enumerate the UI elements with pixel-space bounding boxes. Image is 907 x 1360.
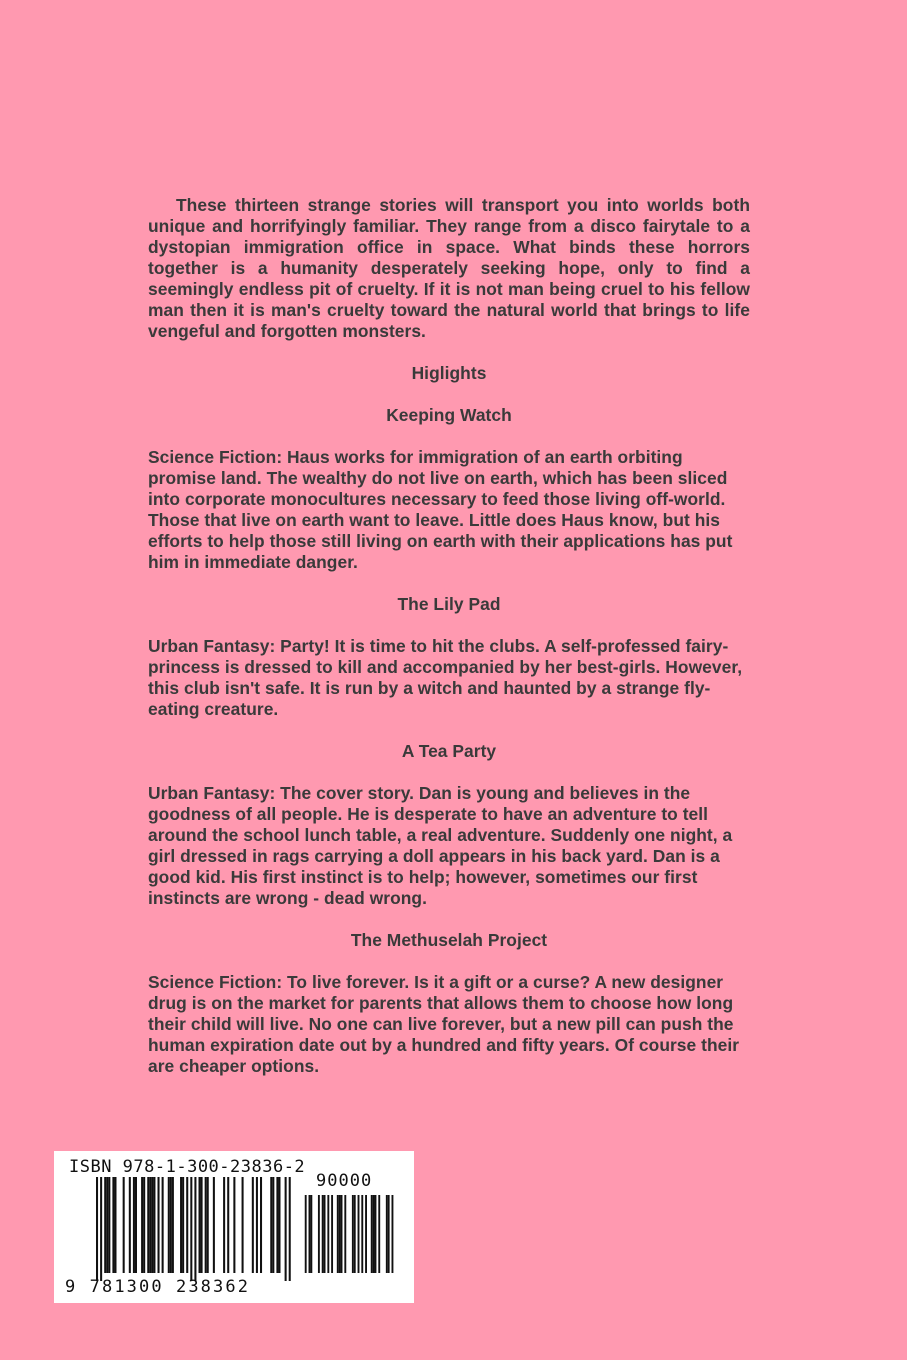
addon-bar (352, 1195, 354, 1273)
highlights-heading: Higlights (411, 363, 487, 383)
addon-bar (373, 1195, 375, 1273)
price-code: 90000 (316, 1171, 373, 1191)
addon-bar (344, 1195, 346, 1273)
barcode-bar (151, 1177, 153, 1273)
barcode-bar (149, 1177, 151, 1273)
barcode-bar (199, 1177, 201, 1273)
barcode-bar (190, 1177, 192, 1281)
barcode-bar (270, 1177, 272, 1273)
story-description: Urban Fantasy: Party! It is time to hit the clubs. A self-professed fairy-princess is dressed to kill and accompanied by her best-girls. However, this club isn't safe. It is run by a witch and haunted by a strange fly-eating creature. (148, 636, 743, 719)
addon-bar (354, 1195, 356, 1273)
ean-digits: 9 781300 238362 (65, 1277, 251, 1297)
barcode-bar (205, 1177, 207, 1273)
story-description: Science Fiction: To live forever. Is it a gift or a curse? A new designer drug is on the market for parents that allows them to choose how long their child will live. No one can live forever, but a new pill can push the human expiration date out by a hundred and fifty years. Of course their are cheaper options. (148, 972, 740, 1076)
addon-bar (310, 1195, 312, 1273)
addon-bar (386, 1195, 388, 1273)
addon-bar (371, 1195, 373, 1273)
addon-bar (337, 1195, 339, 1273)
story-title: The Methuselah Project (350, 930, 548, 950)
barcode-bar (158, 1177, 160, 1273)
barcode-bar (260, 1177, 262, 1273)
addon-bar (305, 1195, 307, 1273)
barcode-bar (172, 1177, 174, 1273)
barcode-bar (143, 1177, 145, 1273)
addon-bar (318, 1195, 320, 1273)
barcode-bar (272, 1177, 274, 1273)
barcode-bar (289, 1177, 291, 1281)
addon-bar (375, 1195, 377, 1273)
barcode-bar (256, 1177, 258, 1273)
barcode-bar (135, 1177, 137, 1273)
isbn-label: ISBN 978-1-300-23836-2 (69, 1157, 306, 1177)
barcode-bar (278, 1177, 280, 1273)
barcode-bar (201, 1177, 203, 1273)
story-title: The Lily Pad (397, 594, 501, 614)
barcode-bar (153, 1177, 155, 1273)
story-description: Science Fiction: Haus works for immigration of an earth orbiting promise land. The wealthy do not live on earth, which has been sliced into corporate monocultures necessary to feed those living off-world. Those that live on earth want to leave. Little does Haus know, but his efforts to help those still living on earth with their applications has put him in immediate danger. (148, 447, 733, 572)
barcode-bar (186, 1177, 188, 1273)
barcode-bar (100, 1177, 102, 1281)
barcode-bar (276, 1177, 278, 1273)
barcode-bar (285, 1177, 287, 1281)
barcode-bar (129, 1177, 131, 1273)
addon-bar (378, 1195, 380, 1273)
barcode-bar (170, 1177, 172, 1273)
addon-bar (365, 1195, 367, 1273)
barcode-bar (141, 1177, 143, 1273)
story-description: Urban Fantasy: The cover story. Dan is young and believes in the goodness of all people. He is desperate to have an adventure to tell around the school lunch table, a real adventure. Suddenly one night, a girl dressed in rags carrying a doll appears in his back yard. Dan is a good kid. His first instinct is to help; however, sometimes our first instincts are wrong - dead wrong. (148, 783, 733, 908)
barcode-bar (227, 1177, 229, 1273)
barcode-bar (114, 1177, 116, 1273)
barcode-bar (106, 1177, 108, 1273)
barcode-bar (123, 1177, 125, 1273)
addon-bar (392, 1195, 394, 1273)
addon-bar (309, 1195, 311, 1273)
barcode-bar (108, 1177, 110, 1273)
addon-bar (358, 1195, 360, 1273)
barcode-bar (104, 1177, 106, 1273)
barcode-box (54, 1151, 414, 1303)
barcode-bar (207, 1177, 209, 1273)
barcode-bar (168, 1177, 170, 1273)
addon-bar (327, 1195, 329, 1273)
addon-bar (339, 1195, 341, 1273)
barcode-bar (242, 1177, 244, 1273)
barcode-bar (194, 1177, 196, 1281)
addon-bar (322, 1195, 324, 1273)
story-title: A Tea Party (401, 741, 497, 761)
addon-bar (324, 1195, 326, 1273)
addon-bar (388, 1195, 390, 1273)
back-cover-text (148, 195, 750, 1098)
intro-paragraph: These thirteen strange stories will transport you into worlds both unique and horrifyingly familiar. They range from a disco fairytale to a dystopian immigration office in space. What binds these horrors together is a humanity desperately seeking hope, only to find a seemingly endless pit of cruelty. If it is not man being cruel to his fellow man then it is man's cruelty toward the natural world that brings to life vengeful and forgotten monsters. (148, 195, 750, 341)
barcode-bar (233, 1177, 235, 1273)
barcode-bar (147, 1177, 149, 1273)
barcode-bar (96, 1177, 98, 1281)
barcode-bar (252, 1177, 254, 1273)
barcode-bar (223, 1177, 225, 1273)
barcode-bar (162, 1177, 164, 1273)
barcode-bar (133, 1177, 135, 1273)
addon-bar (361, 1195, 363, 1273)
addon-bar (331, 1195, 333, 1273)
barcode-bar (182, 1177, 184, 1273)
barcode-bar (213, 1177, 215, 1273)
barcode-bar (180, 1177, 182, 1273)
barcode-bar (112, 1177, 114, 1273)
addon-bar (341, 1195, 343, 1273)
story-title: Keeping Watch (386, 405, 512, 425)
